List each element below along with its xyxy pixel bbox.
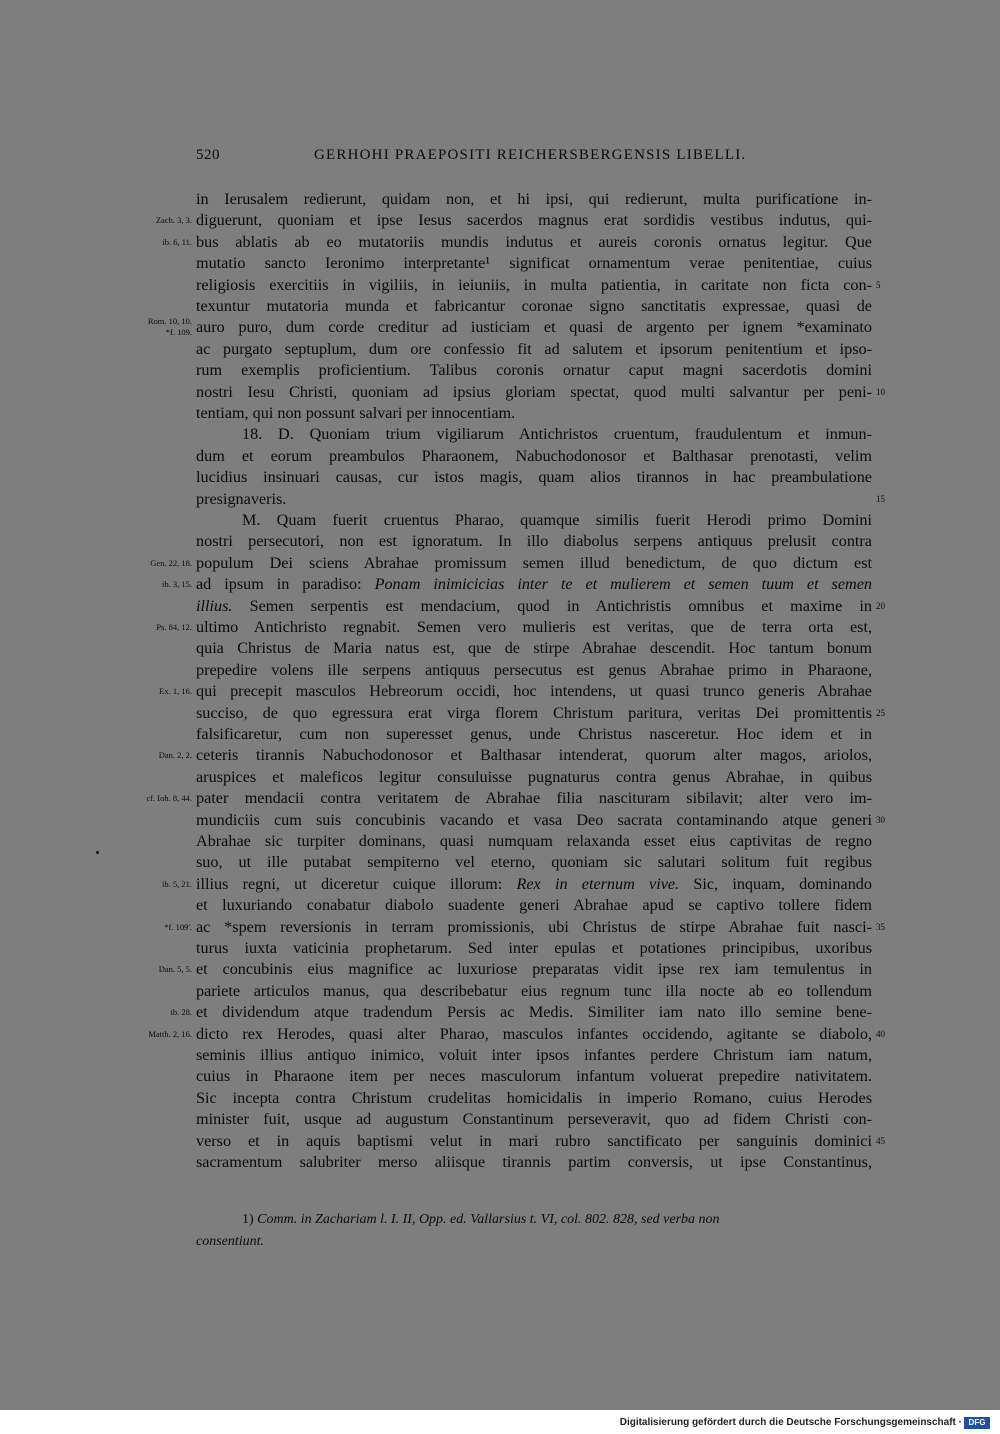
- footnote: [196, 1209, 872, 1253]
- line-text: et dividendum atque tradendum Persis ac Medis. Similiter iam nato illo semine bene-: [196, 1003, 872, 1022]
- text-line-content: [196, 445, 872, 467]
- line-text: populum Dei sciens Abrahae promissum semen illud benedictum, de quo dictum est: [196, 553, 872, 572]
- text-line: [196, 1087, 872, 1109]
- line-text: in Ierusalem redierunt, quidam non, et hi ipsi, qui redierunt, multa purificatione in-: [196, 190, 872, 208]
- text-line: [196, 702, 872, 724]
- line-text: tentiam, qui non possunt salvari per innocentiam.: [196, 404, 516, 422]
- line-text: M. Quam fuerit cruentus Pharao, quamque similis fuerit Herodi primo Domini: [242, 511, 872, 529]
- text-line-content: [196, 980, 872, 1002]
- footer-bar: [0, 1410, 1000, 1434]
- text-line-content: [196, 958, 872, 980]
- line-number: 30: [876, 814, 885, 825]
- line-text: rum exemplis proficientium. Talibus coronis ornatur caput magni sacerdotis domini: [196, 361, 872, 380]
- margin-reference: *f. 109'.: [164, 921, 192, 932]
- text-line-content: [196, 509, 872, 531]
- text-line: [196, 680, 872, 702]
- italic-quote: Rex in eternum vive.: [516, 874, 680, 893]
- running-head: GERHOHI PRAEPOSITI REICHERSBERGENSIS LIBELLI.: [314, 147, 747, 163]
- line-text: minister fuit, usque ad augustum Constantinum perseveravit, quo ad fidem Christi con-: [196, 1110, 872, 1129]
- text-line: [196, 595, 872, 617]
- margin-reference: cf. Ioh. 8, 44.: [146, 793, 192, 804]
- text-line-content: [196, 188, 872, 210]
- line-text: quia Christus de Maria natus est, que de stirpe Abrahae descendit. Hoc tantum bonum: [196, 639, 872, 658]
- text-line-content: [196, 873, 872, 895]
- text-line-content: [196, 423, 872, 445]
- text-line: [196, 295, 872, 317]
- line-text: dicto rex Herodes, quasi alter Pharao, masculos infantes occidendo, agitante se diabolo,: [196, 1024, 872, 1043]
- line-text: mundiciis cum suis concubinis vacando et vasa Deo sacrata contaminando atque generi: [196, 810, 872, 829]
- text-line: [196, 787, 872, 809]
- line-text: ac purgato septuplum, dum ore confessio fit ad salutem et ipsorum penitentium et ipso-: [196, 339, 872, 358]
- text-line-content: [196, 252, 872, 274]
- line-text: verso et in aquis baptismi velut in mari rubro sanctificato per sanguinis dominici: [196, 1131, 872, 1150]
- line-text: dum et eorum preambulos Pharaonem, Nabuchodonosor et Balthasar prenotasti, velim: [196, 446, 872, 465]
- footnote-line-1: Comm. in Zachariam l. I. II, Opp. ed. Vallarsius t. VI, col. 802. 828, sed verba non: [257, 1212, 720, 1227]
- text-line-content: [196, 659, 872, 681]
- text-line: [196, 766, 872, 788]
- text-line: [196, 1130, 872, 1152]
- text-line-content: [196, 830, 872, 852]
- text-line: [196, 1108, 872, 1130]
- line-text: nostri persecutori, non est ignoratum. In illo diabolus serpens antiquus prelusit contra: [196, 532, 872, 551]
- text-line-content: [196, 702, 872, 724]
- line-text: mutatio sancto Ieronimo interpretante¹ significat ornamentum verae penitentiae, cuius: [196, 254, 872, 273]
- text-line: [196, 958, 872, 980]
- text-line-content: [196, 359, 872, 381]
- line-text: et concubinis eius magnifice ac luxuriose preparatas vidit ipse rex iam temulentus in: [196, 960, 872, 979]
- line-text: pater mendacii contra veritatem de Abrahae filia nascituram sibilavit; alter vero im-: [196, 789, 872, 808]
- text-line: [196, 830, 872, 852]
- text-line: [196, 552, 872, 574]
- line-text-after: Sic, inquam, dominando: [679, 874, 872, 893]
- line-text: et luxuriando conabatur diabolo suadente generi Abrahae apud se captivo tollere fidem: [196, 896, 872, 915]
- text-line-content: [196, 916, 872, 938]
- line-text: Abrahae sic turpiter dominans, quasi numquam relaxanda esset eius captivitas de regno: [196, 832, 872, 850]
- text-line: [196, 616, 872, 638]
- line-text: 18. D. Quoniam trium vigiliarum Antichristos cruentum, fraudulentum et inmun-: [242, 425, 872, 444]
- line-number: 45: [876, 1135, 885, 1146]
- text-line: [196, 445, 872, 467]
- text-line: [196, 402, 872, 424]
- text-line-content: [196, 595, 872, 617]
- margin-reference: Dan. 2, 2.: [158, 750, 192, 761]
- line-text: suo, ut ille putabat sempiterno vel eterno, quoniam sic salutari solitum fuit regibus: [196, 853, 872, 872]
- line-text: lucidius insinuari causas, cur istos magis, quam alios tirannos in hac preambulatione: [196, 468, 872, 487]
- margin-reference: Ex. 1, 16.: [159, 686, 192, 697]
- text-line-content: [196, 488, 872, 510]
- text-line: [196, 980, 872, 1002]
- text-line: [196, 809, 872, 831]
- text-line-content: [196, 1065, 872, 1087]
- text-line-content: [196, 381, 872, 403]
- line-number: 10: [876, 386, 885, 397]
- text-line-content: [196, 637, 872, 659]
- line-text: ad ipsum in paradiso:: [196, 575, 375, 594]
- text-line: [196, 359, 872, 381]
- margin-reference: ib. 6, 11.: [162, 236, 192, 247]
- line-number: 20: [876, 600, 885, 611]
- line-text: Sic incepta contra Christum crudelitas homicidalis in imperio Romano, cuius Herodes: [196, 1088, 872, 1107]
- margin-reference: Matth. 2, 16.: [148, 1028, 192, 1039]
- margin-reference: ib. 3, 15.: [162, 579, 192, 590]
- line-number: 5: [876, 279, 881, 290]
- text-line: [196, 873, 872, 895]
- text-line: [196, 381, 872, 403]
- text-line-content: [196, 723, 872, 745]
- line-text: pariete articulos manus, qua describebatur eius regnum tunc illa nocte ab eo tollendum: [196, 981, 872, 1000]
- line-text: Semen serpentis est mendacium, quod in Antichristis omnibus et maxime in: [249, 596, 872, 615]
- text-line: [196, 209, 872, 231]
- margin-reference: Ps. 84, 12.: [156, 622, 192, 632]
- text-line: [196, 466, 872, 488]
- text-line-content: [196, 809, 872, 831]
- text-line: [196, 916, 872, 938]
- text-line-content: [196, 552, 872, 574]
- margin-reference: ib. 28.: [170, 1007, 192, 1018]
- text-line: [196, 1001, 872, 1023]
- text-line: [196, 316, 872, 338]
- footnote-line-2: consentiunt.: [196, 1234, 265, 1249]
- line-text: diguerunt, quoniam et ipse Iesus sacerdos magnus erat sordidis vestibus indutus, qui-: [196, 211, 872, 230]
- line-text: prepedire volens ille serpens antiquus persecutus est genus Abrahae primo in Pharaone,: [196, 660, 872, 679]
- text-line-content: [196, 1151, 872, 1173]
- text-line: [196, 1065, 872, 1087]
- line-text: presignaveris.: [196, 489, 287, 508]
- line-text: turus iuxta vaticinia prophetarum. Sed inter epulas et potationes principibus, uxoribus: [196, 939, 872, 957]
- text-line: [196, 637, 872, 659]
- text-line: [196, 530, 872, 552]
- text-line-content: [196, 530, 872, 552]
- page-header: [196, 147, 872, 171]
- text-line-content: [196, 1087, 872, 1109]
- text-line-content: [196, 466, 872, 488]
- line-text: ultimo Antichristo regnabit. Semen vero mulieris est veritas, que de terra orta est,: [196, 618, 872, 636]
- page-number: 520: [196, 147, 220, 163]
- text-line-content: [196, 573, 872, 595]
- margin-reference: Rom. 10, 10.: [147, 316, 192, 327]
- margin-reference: ib. 5, 21.: [162, 878, 192, 889]
- text-line-content: [196, 1044, 872, 1066]
- text-line-content: [196, 680, 872, 702]
- text-line-content: [196, 616, 872, 638]
- footnote-marker: 1): [242, 1212, 254, 1227]
- text-line-content: [196, 402, 872, 424]
- line-text: succiso, de quo egressura erat virga florem Christum paritura, veritas Dei promittentis: [196, 703, 872, 722]
- text-line-content: [196, 231, 872, 253]
- line-text: qui precepit masculos Hebreorum occidi, hoc intendens, ut quasi trunco generis Abrahae: [196, 682, 872, 701]
- funding-credit: Digitalisierung gefördert durch die Deutsche Forschungsgemeinschaft ·: [619, 1417, 962, 1428]
- text-line: [196, 188, 872, 210]
- line-text: seminis illius antiquo inimico, voluit inter ipsos infantes perdere Christum iam natum,: [196, 1046, 872, 1064]
- text-line-content: [196, 1001, 872, 1023]
- margin-reference: *f. 109.: [165, 327, 192, 338]
- text-line: [196, 1023, 872, 1045]
- italic-quote: illius.: [196, 596, 250, 615]
- margin-reference: Gen. 22, 18.: [150, 557, 192, 568]
- text-line-content: [196, 338, 872, 360]
- line-text: texuntur mutatoria munda et fabricantur coronae signo sanctitatis expressae, quasi de: [196, 297, 872, 315]
- text-line: [196, 659, 872, 681]
- dfg-logo-icon: DFG: [964, 1417, 990, 1429]
- line-number: 35: [876, 921, 885, 932]
- line-text: cuius in Pharaone item per neces masculorum infantum voluerat prepedire nativitatem.: [196, 1067, 872, 1086]
- text-line-content: [196, 295, 872, 317]
- line-text: ac *spem reversionis in terram promissionis, ubi Christus de stirpe Abrahae fuit nasci-: [196, 917, 872, 936]
- text-line: [196, 723, 872, 745]
- italic-quote: Ponam inimicicias inter te et mulierem et semen tuum et semen: [374, 575, 872, 594]
- text-line: [196, 274, 872, 296]
- line-text: ceteris tirannis Nabuchodonosor et Balthasar intenderat, quorum alter magos, ariolos,: [196, 746, 872, 765]
- text-line: [196, 338, 872, 360]
- text-line: [196, 509, 872, 531]
- line-text: sacramentum salubriter merso aliisque tirannis partim conversis, ut ipse Constantinus,: [196, 1153, 872, 1171]
- text-line: [196, 573, 872, 595]
- text-line-content: [196, 274, 872, 296]
- text-line: [196, 252, 872, 274]
- text-line-content: [196, 316, 872, 338]
- margin-reference: Dan. 5, 5.: [158, 964, 192, 975]
- text-line-content: [196, 787, 872, 809]
- line-text: auro puro, dum corde creditur ad iusticiam et quasi de argento per ignem *examinato: [196, 318, 872, 337]
- line-text: religiosis exercitiis in vigiliis, in ieiuniis, in multa patientia, in caritate non ficta con-: [196, 275, 872, 294]
- text-line-content: [196, 851, 872, 873]
- text-line-content: [196, 209, 872, 231]
- line-number: 40: [876, 1028, 885, 1039]
- text-line: [196, 937, 872, 959]
- text-line-content: [196, 766, 872, 788]
- line-text: nostri Iesu Christi, quoniam ad ipsius gloriam spectat, quod multi salvantur per peni-: [196, 382, 872, 401]
- line-text: falsificaretur, cum non superesset genus, unde Christus nasceretur. Hoc idem et in: [196, 725, 872, 743]
- text-line-content: [196, 744, 872, 766]
- line-text: aruspices et maleficos legitur consuluisse pugnaturus contra genus Abrahae, in quibus: [196, 767, 872, 786]
- text-line-content: [196, 1108, 872, 1130]
- text-line: [196, 744, 872, 766]
- text-line: [196, 231, 872, 253]
- text-line: [196, 1151, 872, 1173]
- line-number: 15: [876, 493, 885, 504]
- line-text: illius regni, ut diceretur cuique illorum:: [196, 874, 517, 893]
- text-line: [196, 851, 872, 873]
- text-line: [196, 423, 872, 445]
- text-line-content: [196, 894, 872, 916]
- text-line: [196, 1044, 872, 1066]
- line-text: bus ablatis ab eo mutatoriis mundis indutus et aureis coronis ornatus legitur. Que: [196, 232, 872, 251]
- text-line-content: [196, 1130, 872, 1152]
- text-line-content: [196, 937, 872, 959]
- margin-reference: Zach. 3, 3.: [155, 215, 192, 226]
- margin-dot: [96, 851, 99, 854]
- text-line: [196, 488, 872, 510]
- text-line: [196, 894, 872, 916]
- line-number: 25: [876, 707, 885, 718]
- text-line-content: [196, 1023, 872, 1045]
